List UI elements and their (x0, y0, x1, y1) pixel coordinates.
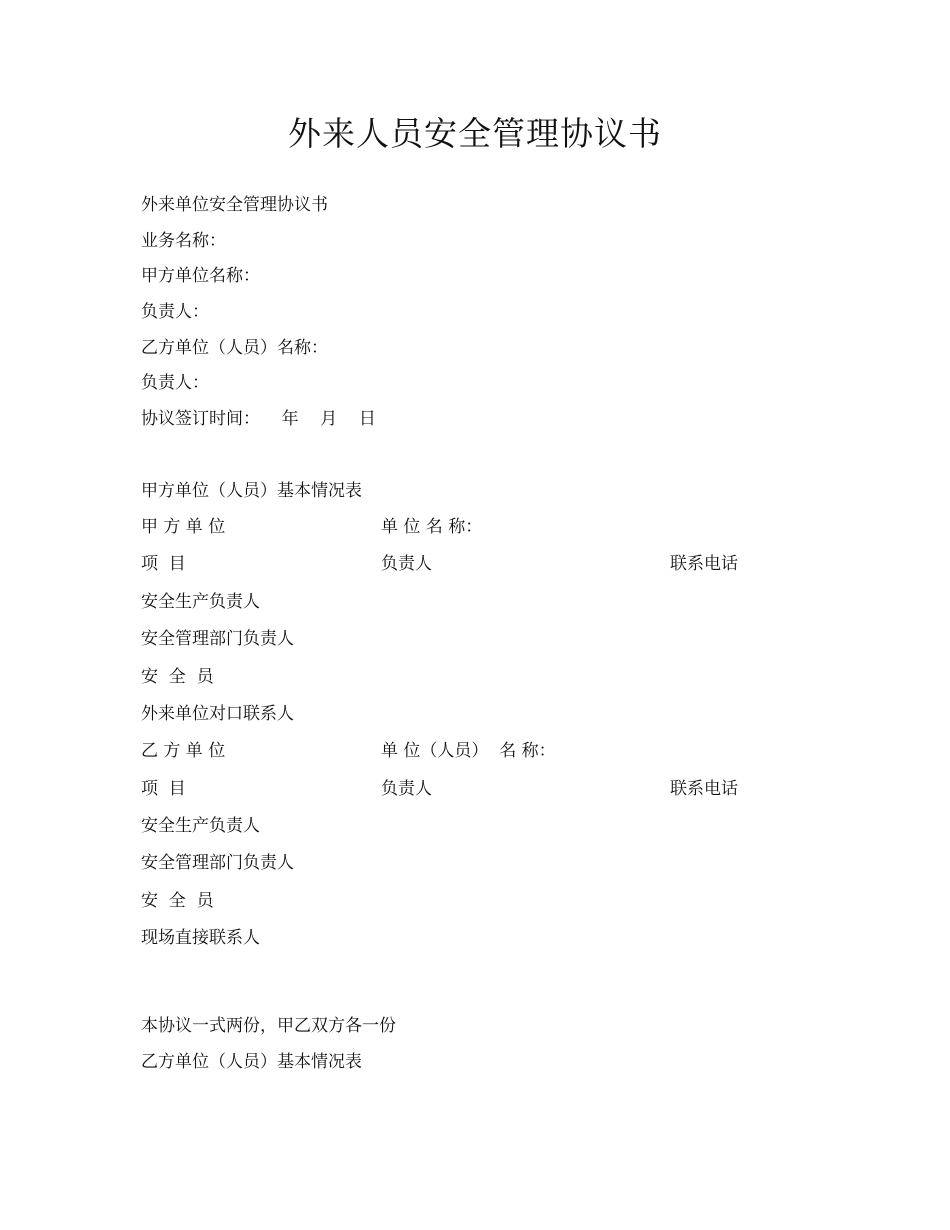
party-b-unit-label: 乙 方 单 位 (141, 741, 226, 761)
copies-note: 本协议一式两份，甲乙双方各一份 (141, 1016, 396, 1036)
party-b-name-field: 乙方单位（人员）名称： (141, 338, 328, 358)
party-b-unit-name-label: 单 位（人员） 名 称： (381, 741, 556, 761)
sign-date-field: 协议签订时间： 年 月 日 (141, 409, 376, 429)
party-a-leader-field: 负责人： (141, 302, 209, 322)
party-b-leader-field: 负责人： (141, 373, 209, 393)
party-a-row: 安全生产负责人 (141, 592, 260, 612)
party-b-row: 安 全 员 (141, 891, 214, 911)
business-name-field: 业务名称： (141, 231, 226, 251)
page-title: 外来人员安全管理协议书 (288, 114, 662, 153)
party-a-table-caption: 甲方单位（人员）基本情况表 (141, 481, 362, 501)
party-a-row: 外来单位对口联系人 (141, 704, 294, 724)
party-b-row: 安全管理部门负责人 (141, 853, 294, 873)
party-b-col-phone: 联系电话 (670, 779, 738, 799)
party-a-col-leader: 负责人 (381, 554, 432, 574)
party-a-unit-name-label: 单 位 名 称： (381, 517, 483, 537)
party-b-table-caption: 乙方单位（人员）基本情况表 (141, 1052, 362, 1072)
party-a-unit-label: 甲 方 单 位 (141, 517, 226, 537)
party-a-col-item: 项 目 (141, 554, 186, 574)
subtitle: 外来单位安全管理协议书 (141, 195, 328, 215)
party-b-col-item: 项 目 (141, 779, 186, 799)
party-a-col-phone: 联系电话 (670, 554, 738, 574)
party-a-name-field: 甲方单位名称： (141, 266, 260, 286)
party-b-col-leader: 负责人 (381, 779, 432, 799)
party-b-row: 现场直接联系人 (141, 928, 260, 948)
party-b-row: 安全生产负责人 (141, 816, 260, 836)
party-a-row: 安全管理部门负责人 (141, 629, 294, 649)
party-a-row: 安 全 员 (141, 667, 214, 687)
